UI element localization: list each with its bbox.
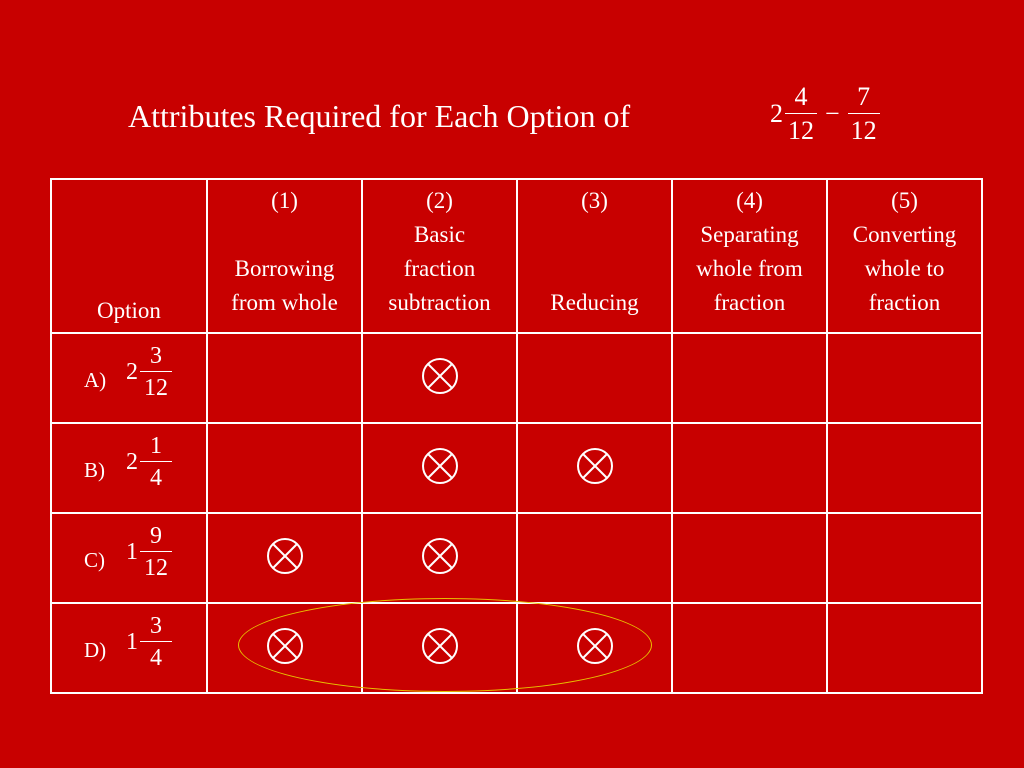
option-numerator: 3 xyxy=(140,344,172,372)
title-fraction-1 xyxy=(785,84,817,144)
attribute-cell-4 xyxy=(672,513,827,603)
header-line: (1) xyxy=(271,188,298,213)
attributes-table xyxy=(50,178,983,694)
header-row xyxy=(51,179,982,333)
option-fraction xyxy=(140,524,172,580)
header-line: (2) xyxy=(426,188,453,213)
circled-times-icon xyxy=(265,563,305,580)
attribute-cell-1 xyxy=(207,423,362,513)
attribute-cell-5 xyxy=(827,603,982,693)
attribute-cell-4 xyxy=(672,423,827,513)
attribute-cell-2 xyxy=(362,513,517,603)
minus-operator: − xyxy=(825,99,840,128)
attribute-cell-3 xyxy=(517,423,672,513)
header-attribute-4 xyxy=(672,179,827,333)
header-line: whole from xyxy=(696,256,803,281)
option-numerator: 3 xyxy=(140,614,172,642)
title-fraction-2 xyxy=(848,84,880,144)
option-expression xyxy=(126,344,172,400)
header-line: (5) xyxy=(891,188,918,213)
option-label: B) xyxy=(84,458,105,482)
attribute-cell-1 xyxy=(207,513,362,603)
option-cell xyxy=(51,603,207,693)
header-option xyxy=(51,179,207,333)
option-denominator: 4 xyxy=(150,465,162,491)
header-attribute-5 xyxy=(827,179,982,333)
circled-times-icon xyxy=(575,653,615,670)
option-expression xyxy=(126,434,172,490)
option-numerator: 1 xyxy=(140,434,172,462)
circled-times-icon xyxy=(420,653,460,670)
option-cell xyxy=(51,423,207,513)
option-label: C) xyxy=(84,548,105,572)
header-line: (4) xyxy=(736,188,763,213)
attribute-cell-4 xyxy=(672,603,827,693)
header-line: fraction xyxy=(713,290,786,315)
header-attribute-2 xyxy=(362,179,517,333)
title-expression xyxy=(770,84,880,144)
attribute-cell-2 xyxy=(362,603,517,693)
table-row xyxy=(51,423,982,513)
option-whole: 1 xyxy=(126,538,138,565)
option-expression xyxy=(126,614,172,670)
option-fraction xyxy=(140,614,172,670)
table-row xyxy=(51,603,982,693)
attribute-cell-3 xyxy=(517,603,672,693)
attribute-cell-1 xyxy=(207,603,362,693)
option-whole: 2 xyxy=(126,358,138,385)
header-line: Reducing xyxy=(550,290,639,315)
title-denominator-2: 12 xyxy=(850,116,877,145)
title-numerator-2: 7 xyxy=(848,84,880,114)
circled-times-icon xyxy=(420,473,460,490)
header-line: subtraction xyxy=(388,290,491,315)
attribute-cell-2 xyxy=(362,333,517,423)
option-denominator: 4 xyxy=(150,645,162,671)
circled-times-icon xyxy=(420,563,460,580)
option-fraction xyxy=(140,344,172,400)
header-line: Converting xyxy=(852,222,957,247)
attribute-cell-5 xyxy=(827,333,982,423)
option-expression xyxy=(126,524,172,580)
table-body xyxy=(51,333,982,693)
attribute-cell-2 xyxy=(362,423,517,513)
option-cell xyxy=(51,333,207,423)
attribute-cell-4 xyxy=(672,333,827,423)
option-label: A) xyxy=(84,368,107,392)
option-whole: 2 xyxy=(126,448,138,475)
option-denominator: 12 xyxy=(144,555,168,581)
option-numerator: 9 xyxy=(140,524,172,552)
option-denominator: 12 xyxy=(144,375,168,401)
option-fraction xyxy=(140,434,172,490)
circled-times-icon xyxy=(575,473,615,490)
option-whole: 1 xyxy=(126,628,138,655)
title-whole: 2 xyxy=(770,99,783,128)
header-line: whole to xyxy=(864,256,945,281)
header-line: Option xyxy=(97,298,161,323)
table-row xyxy=(51,333,982,423)
attribute-cell-5 xyxy=(827,423,982,513)
attribute-cell-5 xyxy=(827,513,982,603)
table-row xyxy=(51,513,982,603)
header-attribute-1 xyxy=(207,179,362,333)
header-line: fraction xyxy=(868,290,941,315)
circled-times-icon xyxy=(420,383,460,400)
title-denominator-1: 12 xyxy=(788,116,814,145)
header-line: (3) xyxy=(581,188,608,213)
header-attribute-3 xyxy=(517,179,672,333)
option-label: D) xyxy=(84,638,107,662)
header-line: Separating xyxy=(700,222,799,247)
header-line: Basic xyxy=(413,222,466,247)
option-cell xyxy=(51,513,207,603)
header-line: Borrowing xyxy=(234,256,335,281)
circled-times-icon xyxy=(265,653,305,670)
attribute-cell-3 xyxy=(517,333,672,423)
slide-title: Attributes Required for Each Option of xyxy=(128,98,631,134)
attribute-cell-1 xyxy=(207,333,362,423)
header-line: from whole xyxy=(231,290,338,315)
header-line: fraction xyxy=(403,256,476,281)
title-numerator-1: 4 xyxy=(785,84,817,114)
attribute-cell-3 xyxy=(517,513,672,603)
